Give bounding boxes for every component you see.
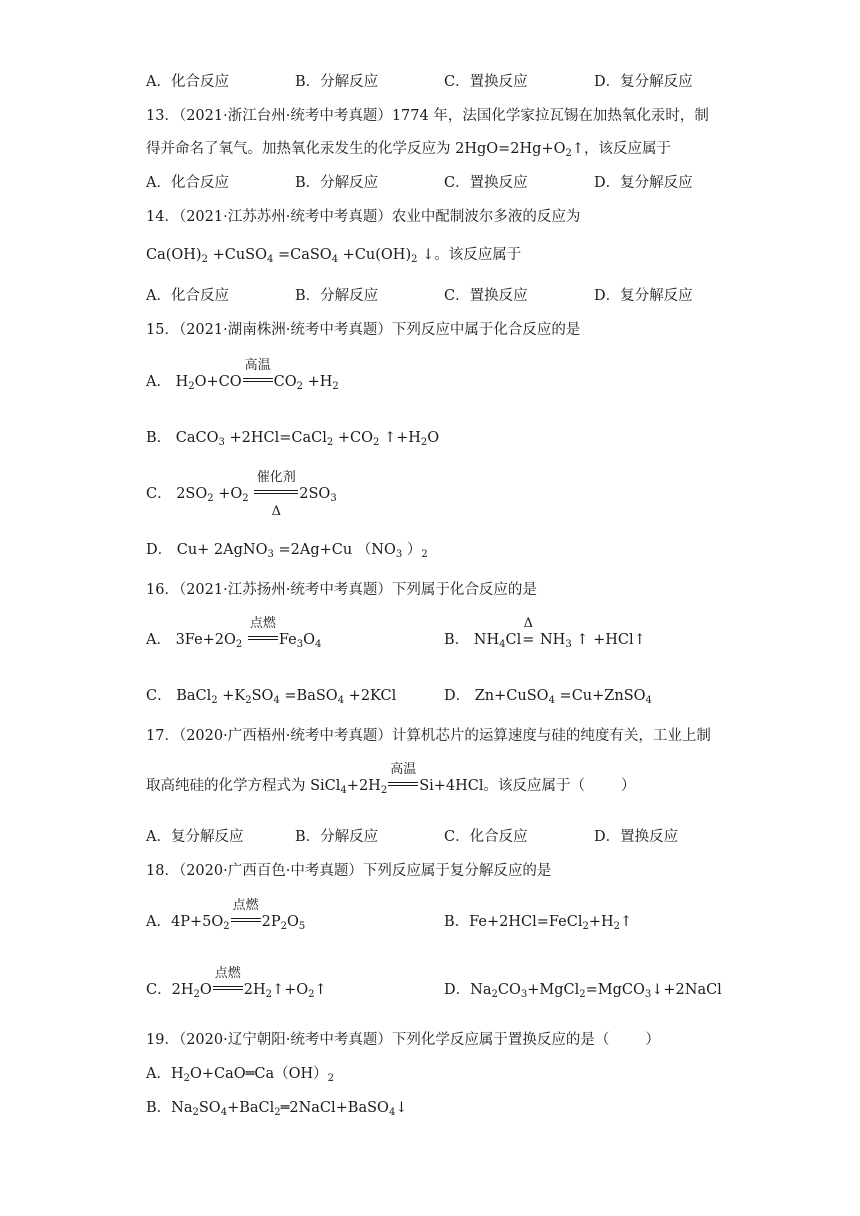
q14-option-b: B．分解反应 [295,288,379,304]
q12-option-a: A．化合反应 [146,74,229,90]
q16-stem: 16．（2021·江苏扬州·统考中考真题）下列属于化合反应的是 [146,582,537,598]
q17-stem-line2: 取高纯硅的化学方程式为 $SiCl_4+2H_2$ 高温 Si+4HCl。该反应属于（ ） [146,762,636,796]
q18-c-condition: 点燃 [214,966,241,981]
q17-option-c: C．化合反应 [444,829,528,845]
q18-option-a: A．$4P+5O_2$ 点燃 $2P_2O_5$ [146,898,306,932]
q17-option-d: D．置换反应 [594,829,679,845]
q12-option-c: C．置换反应 [444,74,528,90]
q15-option-a: A． $H_2O+CO$ 高温 $CO_2 +H_2$ [146,358,339,392]
q15-c-heat: Δ [271,504,281,519]
q18-option-b: B．$Fe+2HCl=FeCl_2+H_2↑$ [444,914,633,932]
q15-c-condition: 催化剂 [256,470,296,485]
q13-stem-line2: 得并命名了氧气。加热氧化汞发生的化学反应为 $2HgO=2Hg+O_2↑$，该反应属于 [146,141,672,159]
q15-stem: 15．（2021·湖南株洲·统考中考真题）下列反应中属于化合反应的是 [146,322,581,338]
q13-option-d: D．复分解反应 [594,175,693,191]
q13-option-b: B．分解反应 [295,175,379,191]
q15-option-d: D． Cu+ 2AgNO$_3$ =2Ag+Cu （$NO_3$ ）$_2$ [146,542,428,560]
q19-option-a: A．$H_2O+CaO═Ca(OH)_2$ [146,1066,335,1084]
q18-option-d: D．$Na_2CO_3+MgCl_2=MgCO_3↓+2NaCl$ [444,982,722,1000]
q16-a-condition: 点燃 [249,616,276,631]
q16-option-a: A． $3Fe+2O_2$ 点燃 $Fe_3O_4$ [146,616,322,650]
q14-equation: $Ca(OH)_2$ +CuSO$_4$ =CaSO$_4$ $+Cu(OH)_2$ ↓。该反应属于 [146,247,522,265]
q17-option-b: B．分解反应 [295,829,379,845]
q16-b-condition: Δ [523,616,533,631]
q19-option-b: B．$Na_2SO_4+BaCl_2═2NaCl+BaSO_4↓$ [146,1100,408,1118]
q13-option-a: A．化合反应 [146,175,229,191]
q18-a-condition: 点燃 [232,898,259,913]
q16-option-b: B． $NH_4Cl$ Δ = $NH_3$ ↑ +HCl↑ [444,616,646,650]
q18-option-c: C．$2H_2O$ 点燃 $2H_2↑+O_2↑$ [146,966,327,1000]
q13-stem-line1: 13．（2021·浙江台州·统考中考真题）1774 年，法国化学家拉瓦锡在加热氧化汞时，制 [146,108,709,124]
q15-option-b: B． CaCO$_3$ +2HCl=CaCl$_2$ $+CO_2$ $↑+H_2O$ [146,430,440,448]
q12-option-d: D．复分解反应 [594,74,693,90]
q14-option-a: A．化合反应 [146,288,229,304]
q14-stem-line1: 14．（2021·江苏苏州·统考中考真题）农业中配制波尔多液的反应为 [146,209,581,225]
q17-condition: 高温 [390,762,417,777]
q12-option-b: B．分解反应 [295,74,379,90]
q18-stem: 18．（2020·广西百色·中考真题）下列反应属于复分解反应的是 [146,863,552,879]
q17-option-a: A．复分解反应 [146,829,244,845]
q15-a-condition: 高温 [244,358,271,373]
q15-option-c: C． $2SO_2 +O_2$ 催化剂 Δ $2SO_3$ [146,484,337,509]
q16-option-c: C． BaCl$_2$ $+K_2SO_4$ =BaSO$_4$ +2KCl [146,688,397,706]
q14-option-c: C．置换反应 [444,288,528,304]
q13-option-c: C．置换反应 [444,175,528,191]
q17-stem-line1: 17．（2020·广西梧州·统考中考真题）计算机芯片的运算速度与硅的纯度有关，工业上制 [146,728,711,744]
q14-option-d: D．复分解反应 [594,288,693,304]
q19-stem: 19．（2020·辽宁朝阳·统考中考真题）下列化学反应属于置换反应的是（ ） [146,1032,660,1048]
q16-option-d: D． Zn+CuSO$_4$ =Cu+ZnSO$_4$ [444,688,652,706]
